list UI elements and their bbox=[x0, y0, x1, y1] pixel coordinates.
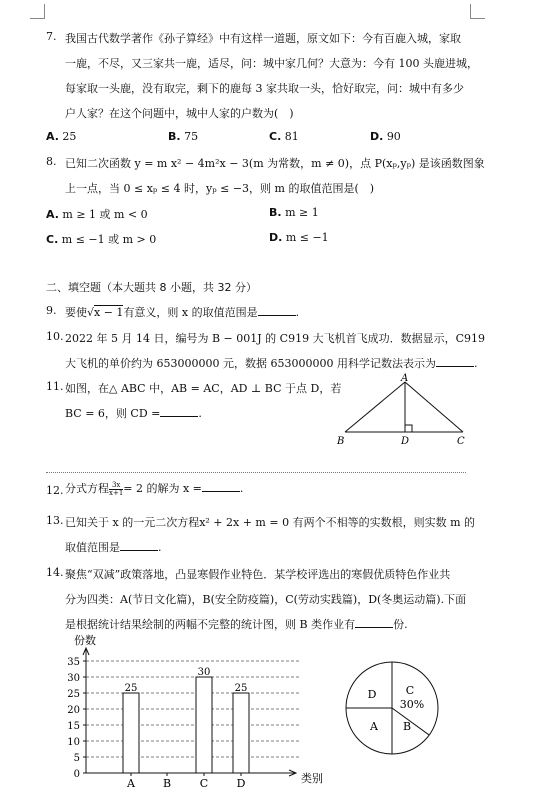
separator bbox=[46, 472, 466, 473]
question-number: 11. bbox=[46, 380, 64, 393]
pie-label-d: D bbox=[367, 688, 377, 701]
sqrt-radicand: x − 1 bbox=[94, 306, 124, 319]
question-number: 9. bbox=[46, 304, 57, 317]
bar-chart bbox=[56, 630, 326, 790]
y-axis-label: 份数 bbox=[74, 634, 96, 647]
fraction: $\frac{3x}{x+1}$ bbox=[109, 480, 124, 497]
answer-blank[interactable] bbox=[258, 305, 296, 316]
question-text-line: 是根据统计结果绘制的两幅不完整的统计图，则 B 类作业有 份. bbox=[65, 618, 408, 631]
bar-a bbox=[123, 693, 139, 773]
option-b[interactable]: B. 75 bbox=[168, 130, 199, 143]
pie-label-c: C bbox=[405, 684, 415, 697]
question-number: 13. bbox=[46, 514, 64, 527]
answer-blank[interactable] bbox=[202, 481, 240, 492]
question-text-line: 上一点，当 0 ≤ xₚ ≤ 4 时，yₚ ≤ −3，则 m 的取值范围是( ) bbox=[65, 182, 375, 195]
answer-blank[interactable] bbox=[160, 406, 198, 417]
data-label: 25 bbox=[234, 683, 248, 694]
question-number: 12. bbox=[46, 484, 64, 497]
option-d[interactable]: D. m ≤ −1 bbox=[269, 231, 329, 244]
bar-d bbox=[233, 693, 249, 773]
option-a[interactable]: A. m ≥ 1 或 m < 0 bbox=[46, 208, 148, 221]
question-text: 分式方程 $\frac{3x}{x+1}$ = 2 的解为 x = . bbox=[65, 480, 244, 497]
question-text-line: 分为四类：A(节日文化篇)，B(安全防疫篇)，C(劳动实践篇)，D(冬奥运动篇).下面 bbox=[65, 593, 467, 606]
vertex-label-a: A bbox=[401, 373, 409, 384]
x-tick-label: C bbox=[199, 777, 209, 790]
y-tick-label: 15 bbox=[67, 721, 80, 732]
question-number: 8. bbox=[46, 155, 57, 168]
pie-chart bbox=[340, 660, 450, 760]
y-tick-label: 5 bbox=[73, 753, 80, 764]
triangle-figure bbox=[335, 372, 470, 448]
question-text-line: BC = 6，则 CD = . bbox=[65, 407, 202, 420]
point-label-d: D bbox=[401, 436, 410, 447]
option-c[interactable]: C. m ≤ −1 或 m > 0 bbox=[46, 233, 157, 246]
x-tick-label: D bbox=[236, 777, 246, 790]
option-a[interactable]: A. 25 bbox=[46, 130, 77, 143]
question-text-line: 一鹿，不尽，又三家共一鹿，适尽，问：城中家几何？大意为：今有 100 头鹿进城， bbox=[65, 57, 478, 70]
question-text-line: 取值范围是 . bbox=[65, 541, 162, 554]
side-ac bbox=[405, 382, 463, 432]
answer-blank[interactable] bbox=[120, 540, 158, 551]
vertex-label-c: C bbox=[457, 436, 465, 447]
y-tick-label: 0 bbox=[73, 769, 80, 780]
option-b[interactable]: B. m ≥ 1 bbox=[269, 206, 319, 219]
question-text-line: 每家取一头鹿，没有取完，剩下的鹿每 3 家共取一头，恰好取完，问：城中有多少 bbox=[65, 82, 464, 95]
right-angle-mark bbox=[405, 425, 412, 432]
corner-mark-left bbox=[30, 4, 45, 19]
option-d[interactable]: D. 90 bbox=[370, 130, 401, 143]
bar-c bbox=[196, 677, 212, 773]
vertex-label-b: B bbox=[337, 436, 345, 447]
question-text-line: 如图，在△ ABC 中，AB = AC，AD ⊥ BC 于点 D，若 bbox=[65, 382, 342, 395]
question-text-line: 大飞机的单价约为 653000000 元，数据 653000000 用科学记数法表示为 . bbox=[65, 357, 478, 370]
question-text-line: 我国古代数学著作《孙子算经》中有这样一道题，原文如下：今有百鹿入城，家取 bbox=[65, 32, 461, 45]
question-number: 10. bbox=[46, 330, 64, 343]
question-text-line: 聚焦“双减”政策落地，凸显寒假作业特色．某学校评选出的寒假优质特色作业共 bbox=[65, 568, 451, 581]
data-label: 30 bbox=[197, 667, 211, 678]
side-ab bbox=[345, 382, 405, 432]
pie-percent-c: 30% bbox=[399, 698, 425, 711]
pie-label-b: B bbox=[402, 720, 412, 733]
question-number: 14. bbox=[46, 566, 64, 579]
x-tick-label: B bbox=[162, 777, 172, 790]
question-text-line: 户人家？在这个问题中，城中人家的户数为( ) bbox=[65, 107, 294, 120]
question-number: 7. bbox=[46, 30, 57, 43]
y-tick-label: 25 bbox=[67, 689, 80, 700]
sqrt-symbol: √ bbox=[87, 306, 95, 319]
y-tick-label: 35 bbox=[67, 657, 80, 668]
corner-mark-right bbox=[470, 4, 485, 19]
x-tick-label: A bbox=[127, 777, 135, 790]
question-text: 要使√x − 1有意义，则 x 的取值范围是 . bbox=[65, 306, 300, 319]
pie-label-a: A bbox=[370, 720, 378, 733]
y-tick-label: 30 bbox=[67, 673, 80, 684]
x-axis-label: 类别 bbox=[301, 772, 323, 785]
answer-blank[interactable] bbox=[355, 617, 393, 628]
question-text-line: 2022 年 5 月 14 日，编号为 B − 001J 的 C919 大飞机首飞成功．数据显示，C919 bbox=[65, 332, 485, 345]
option-c[interactable]: C. 81 bbox=[269, 130, 299, 143]
question-text-line: 已知关于 x 的一元二次方程x² + 2x + m = 0 有两个不相等的实数根，则实数 m 的 bbox=[65, 516, 475, 529]
answer-blank[interactable] bbox=[436, 356, 474, 367]
y-tick-label: 20 bbox=[67, 705, 80, 716]
section-title: 二、填空题（本大题共 8 小题，共 32 分） bbox=[46, 281, 257, 294]
question-text-line: 已知二次函数 y = m x² − 4m²x − 3(m 为常数，m ≠ 0)，点 P(xₚ,yₚ) 是该函数图象 bbox=[65, 157, 485, 170]
y-tick-label: 10 bbox=[67, 737, 80, 748]
data-label: 25 bbox=[124, 683, 138, 694]
